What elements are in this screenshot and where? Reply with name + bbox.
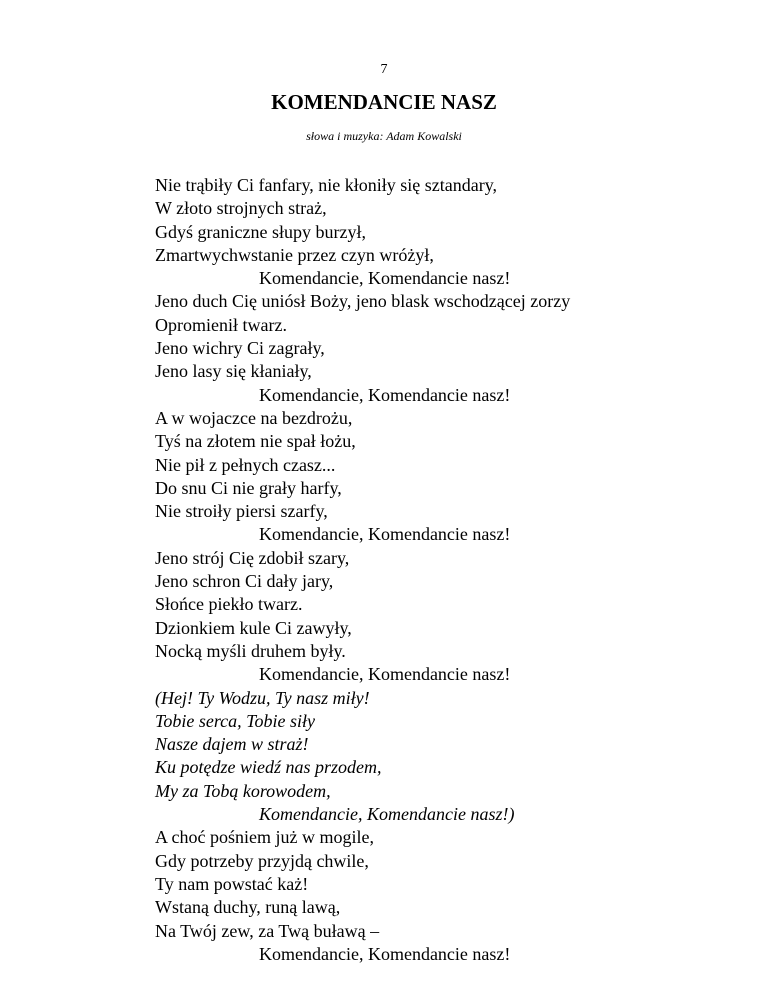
lyric-line: Na Twój zew, za Twą buławą – xyxy=(155,920,380,941)
lyric-line: Gdy potrzeby przyjdą chwile, xyxy=(155,850,369,871)
lyric-line: My za Tobą korowodem, xyxy=(155,780,331,801)
lyric-line: Jeno lasy się kłaniały, xyxy=(155,361,312,382)
lyric-line: Ty nam powstać każ! xyxy=(155,873,309,894)
lyric-line: Jeno schron Ci dały jary, xyxy=(155,571,334,592)
lyric-line: Dzionkiem kule Ci zawyły, xyxy=(155,617,352,638)
lyric-line: Opromienił twarz. xyxy=(155,314,287,335)
lyric-line: Nie trąbiły Ci fanfary, nie kłoniły się sztandary, xyxy=(155,175,498,195)
refrain-line: Komendancie, Komendancie nasz! xyxy=(259,524,511,545)
lyric-line: Zmartwychwstanie przez czyn wróżył, xyxy=(155,244,434,265)
lyric-line: Gdyś graniczne słupy burzył, xyxy=(155,221,366,242)
song-credits: słowa i muzyka: Adam Kowalski xyxy=(306,129,462,143)
refrain-line: Komendancie, Komendancie nasz!) xyxy=(259,804,515,825)
lyric-line: W złoto strojnych straż, xyxy=(155,198,327,219)
lyric-line: A choć pośniem już w mogile, xyxy=(155,827,374,848)
lyric-line: Tyś na złotem nie spał łożu, xyxy=(155,431,356,452)
lyric-line: Nocką myśli druhem były. xyxy=(155,640,346,661)
lyric-line: Jeno duch Cię uniósł Boży, jeno blask wschodzącej zorzy xyxy=(155,291,571,312)
lyric-line: Wstaną duchy, runą lawą, xyxy=(155,897,341,918)
page-number: 7 xyxy=(380,62,388,77)
lyric-line: Słońce piekło twarz. xyxy=(155,594,303,615)
lyric-line: Do snu Ci nie grały harfy, xyxy=(155,477,342,498)
refrain-line: Komendancie, Komendancie nasz! xyxy=(259,268,511,289)
lyric-line: (Hej! Ty Wodzu, Ty nasz miły! xyxy=(155,687,370,708)
lyric-line: Nie stroiły piersi szarfy, xyxy=(155,501,328,522)
lyric-line: Jeno wichry Ci zagrały, xyxy=(155,338,325,359)
lyric-line: Nie pił z pełnych czasz... xyxy=(155,454,336,475)
lyrics xyxy=(155,174,745,966)
song-title: KOMENDANCIE NASZ xyxy=(271,90,497,114)
lyric-line: Tobie serca, Tobie siły xyxy=(155,710,316,731)
refrain-line: Komendancie, Komendancie nasz! xyxy=(259,384,511,405)
refrain-line: Komendancie, Komendancie nasz! xyxy=(259,664,511,685)
lyric-line: Nasze dajem w straż! xyxy=(155,734,309,755)
lyric-line: Jeno strój Cię zdobił szary, xyxy=(155,547,350,568)
lyric-line: Ku potędze wiedź nas przodem, xyxy=(155,757,382,778)
refrain-line: Komendancie, Komendancie nasz! xyxy=(259,943,511,964)
lyric-line: A w wojaczce na bezdrożu, xyxy=(155,407,353,428)
